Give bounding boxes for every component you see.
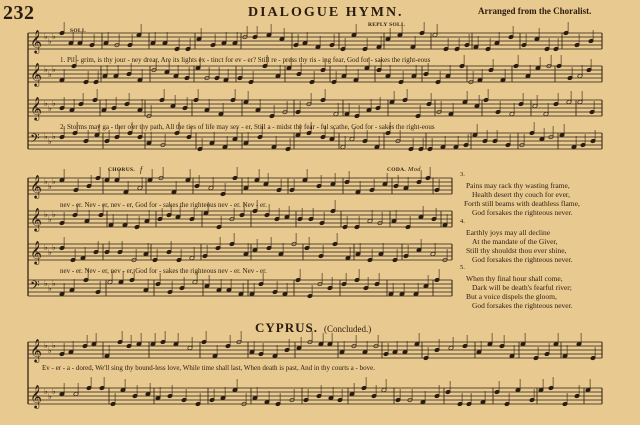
cyprus-subtitle: (Concluded.) [323, 324, 372, 334]
flat-icon: ♭ [48, 37, 52, 46]
flat-icon: ♭ [48, 248, 52, 257]
flat-icon: ♭ [44, 32, 48, 41]
flat-icon: ♭ [48, 70, 52, 79]
flat-icon: ♭ [48, 104, 52, 113]
coda-dynamic: Mod. [408, 166, 423, 173]
flat-icon: ♭ [52, 387, 56, 396]
treble-clef-icon: 𝄞 [30, 207, 42, 231]
flat-icon: ♭ [52, 243, 56, 252]
chorus-label: CHORUS. [108, 167, 136, 173]
flat-icon: ♭ [44, 65, 48, 74]
arrangement-credit: Arranged from the Choralist. [478, 6, 592, 16]
treble-clef-icon: 𝄞 [30, 96, 42, 120]
treble-clef-icon: 𝄞 [30, 29, 42, 53]
chorus-dynamic: f [140, 165, 143, 174]
flat-icon: ♭ [44, 132, 48, 141]
flat-icon: ♭ [52, 279, 56, 288]
treble-clef-icon: 𝄞 [30, 338, 42, 362]
flat-icon: ♭ [48, 346, 52, 355]
flat-icon: ♭ [48, 284, 52, 293]
flat-icon: ♭ [48, 215, 52, 224]
flat-icon: ♭ [44, 99, 48, 108]
treble-clef-icon: 𝄞 [30, 240, 42, 264]
reply-soli-label: REPLY SOLI. [368, 22, 406, 28]
cyprus-lyric: Ev - er - a - dored, We'll sing thy bound-less love, While time shall last, When death is past, And in thy courts a - bove. [42, 364, 375, 372]
flat-icon: ♭ [52, 99, 56, 108]
flat-icon: ♭ [44, 387, 48, 396]
flat-icon: ♭ [44, 341, 48, 350]
cyprus-title-text: CYPRUS. [255, 320, 318, 335]
hymn-title: DIALOGUE HYMN. [248, 5, 404, 20]
treble-clef-icon: 𝄞 [30, 384, 42, 408]
page-number: 232 [3, 2, 35, 24]
soli-label: SOLI. [70, 28, 87, 34]
flat-icon: ♭ [48, 392, 52, 401]
coda-label: CODA. [387, 167, 407, 173]
system2-lyric-upper: nev - er. Nev - er, nev - er, God for - sakes the righteous nev - er. Nev - er. [60, 201, 267, 209]
system1-lyric-verse2: 2. Storms may ga - ther o'er thy path, All the ties of life may sev - er, Still a - midst the fear - ful scathe, God for - sakes the right-eous [60, 123, 435, 131]
flat-icon: ♭ [48, 182, 52, 191]
flat-icon: ♭ [44, 243, 48, 252]
flat-icon: ♭ [52, 132, 56, 141]
hymnal-page: 𝄞 ♭ ♭ ♭ 𝄞 ♭ ♭ ♭ 𝄞 ♭ ♭ ♭ 𝄢 ♭ ♭ ♭ 𝄞 ♭ ♭ ♭ 𝄞 ♭ ♭ ♭ 𝄞 ♭ ♭ ♭ 𝄢 ♭ ♭ ♭ 𝄞 ♭ ♭ ♭ 𝄞 ♭ ♭ ♭ 232 DIALOGUE HYMN. Arranged from the Choralist. SOLI. REPLY SOLI. 1. Pil - grim, is thy jour - ney drear, Are its lights ex - tinct for ev - er? Still re - press thy ris - ing fear, God for - sakes the right-eous 2. Storms may ga - ther o'er thy path, All the ties of life may sev - er, Still a - midst the fear - ful scathe, God for - sakes the right-eous CHORUS. f CODA. Mod. nev - er. Nev - er, nev - er, God for - sakes the righteous nev - er. Nev - er. nev - er. Nev - er, nev - er, God for - sakes the righteous nev - er. Nev - er. 3. Pains may rack thy wasting frame, Health desert thy couch for ever, Forth still beams with deathless flame, God forsakes the righteous never. 4. Earthly joys may all decline At the mandate of the Giver, Still thy shouldst thou ever shine, God forsakes the righteous never. 5. When thy final hour shall come, Dark will be death's fearful river; But a voice dispels the gloom, God forsakes the righteous never. CYPRUS. (Concluded.) Ev - er - a - dored, We'll sing thy bound-less love, While time shall last, When death is past, And in thy courts a - bove. [0, 0, 640, 425]
flat-icon: ♭ [52, 177, 56, 186]
cyprus-title [255, 320, 371, 336]
flat-icon: ♭ [48, 137, 52, 146]
flat-icon: ♭ [44, 210, 48, 219]
system1-lyric-verse1: 1. Pil - grim, is thy jour - ney drear, Are its lights ex - tinct for ev - er? Still re - press thy ris - ing fear, God for - sakes the right-eous [60, 56, 431, 64]
flat-icon: ♭ [52, 65, 56, 74]
bass-clef-icon: 𝄢 [30, 278, 40, 296]
flat-icon: ♭ [44, 177, 48, 186]
flat-icon: ♭ [52, 341, 56, 350]
treble-clef-icon: 𝄞 [30, 174, 42, 198]
flat-icon: ♭ [52, 210, 56, 219]
flat-icon: ♭ [52, 32, 56, 41]
treble-clef-icon: 𝄞 [30, 62, 42, 86]
flat-icon: ♭ [44, 279, 48, 288]
bass-clef-icon: 𝄢 [30, 131, 40, 149]
system2-lyric-lower: nev - er. Nev - er, nev - er, God for - sakes the righteous nev - er. Nev - er. [60, 267, 267, 275]
